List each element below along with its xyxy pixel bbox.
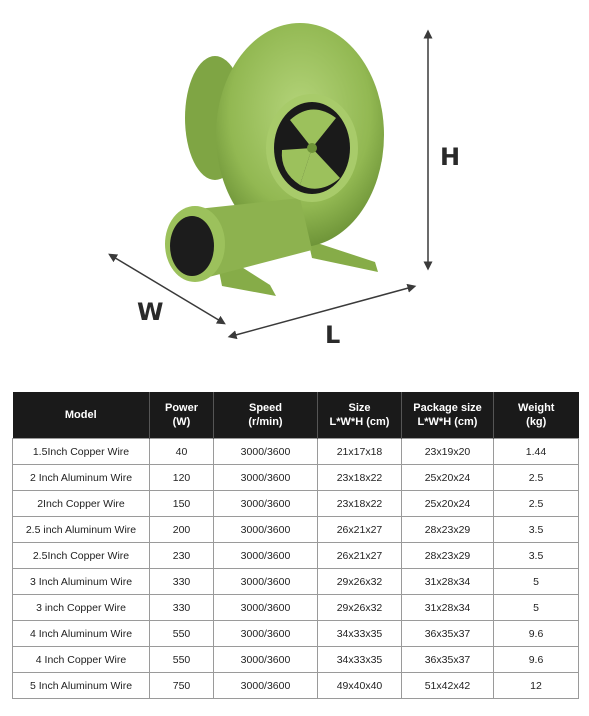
length-dimension-line [232,287,412,336]
cell-power: 330 [150,595,214,621]
cell-model: 2.5 inch Aluminum Wire [13,517,150,543]
header-line: Weight [518,402,555,414]
cell-power: 200 [150,517,214,543]
spec-table [12,392,579,699]
cell-model: 2Inch Copper Wire [13,491,150,517]
cell-speed: 3000/3600 [214,621,318,647]
cell-package-size: 31x28x34 [402,595,494,621]
cell-size: 23x18x22 [318,491,402,517]
table-row [13,543,579,569]
cell-weight: 3.5 [494,517,579,543]
header-line: Package size [413,402,482,414]
table-row [13,673,579,699]
table-row [13,621,579,647]
header-unit: L*W*H (cm) [417,416,478,428]
header-line: Model [64,409,97,421]
cell-model: 3 Inch Aluminum Wire [13,569,150,595]
cell-package-size: 25x20x24 [402,465,494,491]
cell-power: 230 [150,543,214,569]
cell-package-size: 36x35x37 [402,621,494,647]
table-header-row [13,392,579,439]
outlet-opening [170,216,214,276]
cell-size: 26x21x27 [318,517,402,543]
cell-size: 23x18x22 [318,465,402,491]
cell-speed: 3000/3600 [214,595,318,621]
cell-model: 2.5Inch Copper Wire [13,543,150,569]
cell-weight: 9.6 [494,647,579,673]
cell-model: 3 inch Copper Wire [13,595,150,621]
length-label: L [325,321,341,349]
cell-power: 550 [150,621,214,647]
table-row [13,465,579,491]
cell-speed: 3000/3600 [214,647,318,673]
header-unit: (kg) [526,416,547,428]
cell-model: 5 Inch Aluminum Wire [13,673,150,699]
cell-model: 4 Inch Copper Wire [13,647,150,673]
cell-power: 330 [150,569,214,595]
header-unit: L*W*H (cm) [329,416,390,428]
cell-weight: 9.6 [494,621,579,647]
table-body [13,439,579,699]
base-foot [308,240,378,272]
cell-package-size: 36x35x37 [402,647,494,673]
cell-power: 120 [150,465,214,491]
cell-package-size: 31x28x34 [402,569,494,595]
height-label: H [440,143,461,171]
header-line: Speed [248,402,282,414]
table-row [13,595,579,621]
cell-size: 29x26x32 [318,569,402,595]
cell-size: 49x40x40 [318,673,402,699]
cell-speed: 3000/3600 [214,491,318,517]
cell-model: 4 Inch Aluminum Wire [13,621,150,647]
header-unit: (r/min) [248,416,283,428]
cell-weight: 3.5 [494,543,579,569]
table-row [13,439,579,465]
header-package-size [402,392,494,439]
cell-package-size: 23x19x20 [402,439,494,465]
cell-size: 34x33x35 [318,647,402,673]
header-weight [494,392,579,439]
cell-weight: 12 [494,673,579,699]
cell-speed: 3000/3600 [214,569,318,595]
cell-package-size: 28x23x29 [402,517,494,543]
cell-power: 150 [150,491,214,517]
table-row [13,647,579,673]
intake-hub [307,143,317,153]
header-model [13,392,150,439]
cell-speed: 3000/3600 [214,517,318,543]
cell-model: 2 Inch Aluminum Wire [13,465,150,491]
header-unit: (W) [172,416,191,428]
cell-package-size: 51x42x42 [402,673,494,699]
cell-weight: 2.5 [494,465,579,491]
table-row [13,517,579,543]
cell-size: 29x26x32 [318,595,402,621]
cell-power: 550 [150,647,214,673]
cell-model: 1.5Inch Copper Wire [13,439,150,465]
cell-power: 40 [150,439,214,465]
cell-size: 34x33x35 [318,621,402,647]
header-line: Power [164,402,198,414]
cell-weight: 1.44 [494,439,579,465]
header-power [150,392,214,439]
cell-weight: 5 [494,569,579,595]
cell-speed: 3000/3600 [214,465,318,491]
cell-speed: 3000/3600 [214,673,318,699]
header-line: Size [348,402,371,414]
cell-speed: 3000/3600 [214,543,318,569]
width-label: W [137,298,164,326]
cell-size: 21x17x18 [318,439,402,465]
cell-package-size: 25x20x24 [402,491,494,517]
cell-weight: 5 [494,595,579,621]
header-size [318,392,402,439]
cell-power: 750 [150,673,214,699]
table-row [13,569,579,595]
header-speed [214,392,318,439]
table-row [13,491,579,517]
cell-size: 26x21x27 [318,543,402,569]
cell-speed: 3000/3600 [214,439,318,465]
cell-package-size: 28x23x29 [402,543,494,569]
cell-weight: 2.5 [494,491,579,517]
